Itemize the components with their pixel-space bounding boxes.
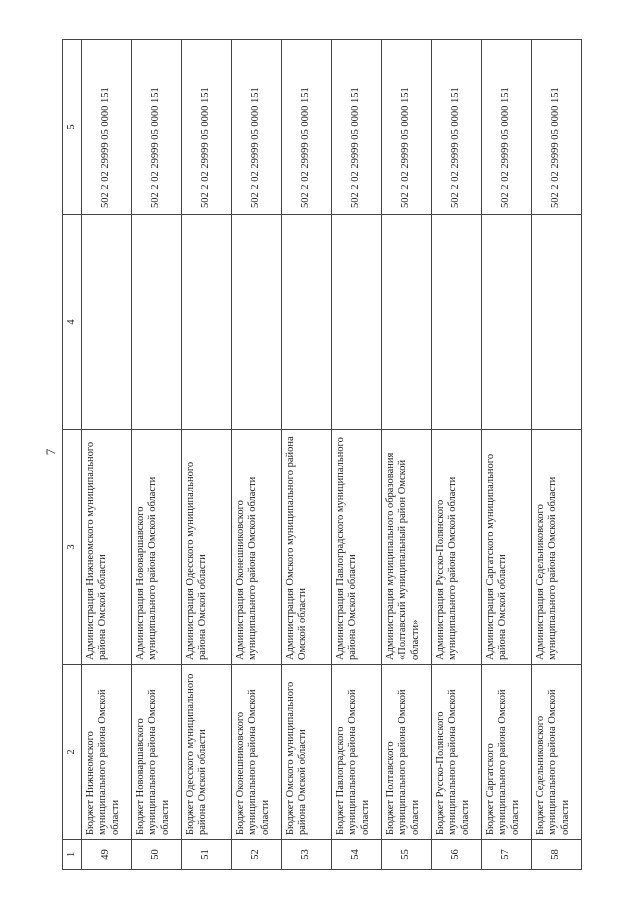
empty-cell bbox=[132, 215, 182, 430]
budget-code: 502 2 02 29999 05 0000 151 bbox=[482, 40, 532, 215]
table-row bbox=[382, 40, 432, 870]
budget-code: 502 2 02 29999 05 0000 151 bbox=[182, 40, 232, 215]
table-row bbox=[232, 40, 282, 870]
budget-name: Бюджет Одесского муниципального района Омской области bbox=[182, 665, 232, 840]
administrator-name: Администрация Павлоградского муниципального района Омской области bbox=[332, 430, 382, 665]
row-number: 53 bbox=[282, 840, 332, 870]
budget-code: 502 2 02 29999 05 0000 151 bbox=[132, 40, 182, 215]
budget-code: 502 2 02 29999 05 0000 151 bbox=[232, 40, 282, 215]
budget-name: Бюджет Нижнеомского муниципального района Омской области bbox=[82, 665, 132, 840]
administrator-name: Администрация Нововаршавского муниципального района Омской области bbox=[132, 430, 182, 665]
empty-cell bbox=[82, 215, 132, 430]
budget-code: 502 2 02 29999 05 0000 151 bbox=[82, 40, 132, 215]
empty-cell bbox=[182, 215, 232, 430]
empty-cell bbox=[232, 215, 282, 430]
empty-cell bbox=[532, 215, 582, 430]
administrator-name: Администрация Омского муниципального района Омской области bbox=[282, 430, 332, 665]
column-header-2: 2 bbox=[63, 665, 82, 840]
table-row bbox=[482, 40, 532, 870]
row-number: 51 bbox=[182, 840, 232, 870]
empty-cell bbox=[332, 215, 382, 430]
table-row bbox=[82, 40, 132, 870]
row-number: 58 bbox=[532, 840, 582, 870]
rotated-table-container bbox=[62, 40, 582, 870]
budget-name: Бюджет Оконешниковского муниципального района Омской области bbox=[232, 665, 282, 840]
table-row bbox=[282, 40, 332, 870]
budget-name: Бюджет Русско-Полянского муниципального района Омской области bbox=[432, 665, 482, 840]
administrator-name: Администрация Нижнеомского муниципального района Омской области bbox=[82, 430, 132, 665]
budget-code: 502 2 02 29999 05 0000 151 bbox=[382, 40, 432, 215]
column-header-3: 3 bbox=[63, 430, 82, 665]
row-number: 52 bbox=[232, 840, 282, 870]
budget-name: Бюджет Саргатского муниципального района Омской области bbox=[482, 665, 532, 840]
budget-code: 502 2 02 29999 05 0000 151 bbox=[282, 40, 332, 215]
administrator-name: Администрация Русско-Полянского муниципального района Омской области bbox=[432, 430, 482, 665]
empty-cell bbox=[382, 215, 432, 430]
table-row bbox=[532, 40, 582, 870]
administrator-name: Администрация Одесского муниципального района Омской области bbox=[182, 430, 232, 665]
column-header-4: 4 bbox=[63, 215, 82, 430]
budget-code: 502 2 02 29999 05 0000 151 bbox=[532, 40, 582, 215]
budget-name: Бюджет Омского муниципального района Омской области bbox=[282, 665, 332, 840]
administrator-name: Администрация муниципального образования «Полтавский муниципальный район Омской области» bbox=[382, 430, 432, 665]
column-header-5: 5 bbox=[63, 40, 82, 215]
budget-name: Бюджет Седельниковского муниципального района Омской области bbox=[532, 665, 582, 840]
budget-name: Бюджет Полтавского муниципального района Омской области bbox=[382, 665, 432, 840]
row-number: 55 bbox=[382, 840, 432, 870]
budget-name: Бюджет Нововаршавского муниципального района Омской области bbox=[132, 665, 182, 840]
row-number: 57 bbox=[482, 840, 532, 870]
row-number: 50 bbox=[132, 840, 182, 870]
budget-code: 502 2 02 29999 05 0000 151 bbox=[332, 40, 382, 215]
empty-cell bbox=[482, 215, 532, 430]
column-header-1: 1 bbox=[63, 840, 82, 870]
row-number: 54 bbox=[332, 840, 382, 870]
row-number: 56 bbox=[432, 840, 482, 870]
budget-code: 502 2 02 29999 05 0000 151 bbox=[432, 40, 482, 215]
administrator-name: Администрация Седельниковского муниципального района Омской области bbox=[532, 430, 582, 665]
administrator-name: Администрация Оконешниковского муниципального района Омской области bbox=[232, 430, 282, 665]
administrator-name: Администрация Саргатского муниципального района Омской области bbox=[482, 430, 532, 665]
row-number: 49 bbox=[82, 840, 132, 870]
table-row bbox=[332, 40, 382, 870]
table-row bbox=[432, 40, 482, 870]
empty-cell bbox=[282, 215, 332, 430]
table-header-row bbox=[63, 40, 82, 870]
table-row bbox=[132, 40, 182, 870]
empty-cell bbox=[432, 215, 482, 430]
table-row bbox=[182, 40, 232, 870]
budget-name: Бюджет Павлоградского муниципального района Омской области bbox=[332, 665, 382, 840]
budget-table bbox=[62, 39, 582, 870]
page-number: 7 bbox=[43, 448, 58, 456]
